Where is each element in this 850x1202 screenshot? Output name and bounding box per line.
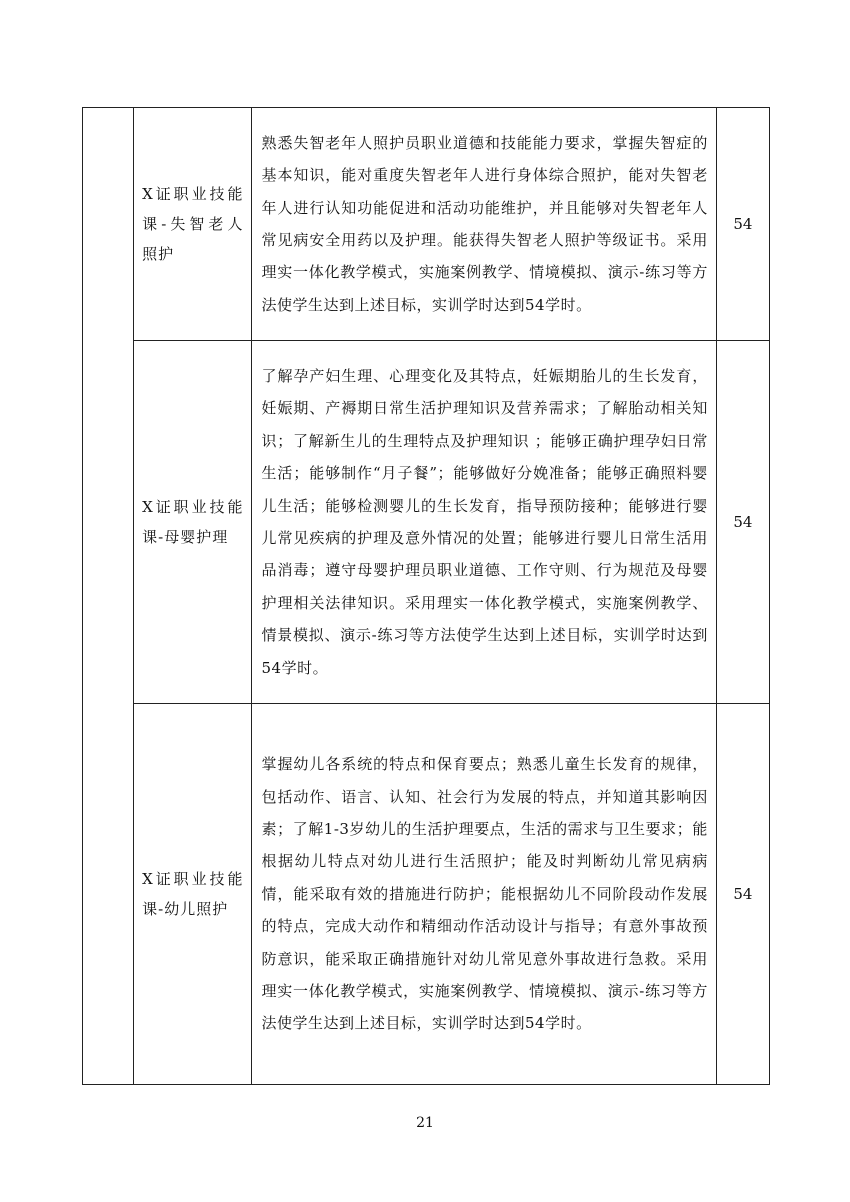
- course-hours-cell: 54: [716, 108, 769, 341]
- course-name-cell: X证职业技能课-幼儿照护: [134, 704, 252, 1085]
- table-row: [83, 341, 770, 704]
- category-cell: [83, 108, 134, 1085]
- table-row: [83, 704, 770, 1085]
- table-row: [83, 108, 770, 341]
- course-description-cell: 掌握幼儿各系统的特点和保育要点；熟悉儿童生长发育的规律，包括动作、语言、认知、社会行为发展的特点，并知道其影响因素；了解1-3岁幼儿的生活护理要点，生活的需求与卫生要求；能根据幼儿特点对幼儿进行生活照护；能及时判断幼儿常见病病情，能采取有效的措施进行防护；能根据幼儿不同阶段动作发展的特点，完成大动作和精细动作活动设计与指导；有意外事故预防意识，能采取正确措施针对幼儿常见意外事故进行急救。采用理实一体化教学模式，实施案例教学、情境模拟、演示-练习等方法使学生达到上述目标，实训学时达到54学时。: [252, 704, 716, 1085]
- page-number: 21: [416, 1115, 434, 1131]
- course-name-cell: X证职业技能课-失智老人照护: [134, 108, 252, 341]
- course-description-cell: 了解孕产妇生理、心理变化及其特点，妊娠期胎儿的生长发育，妊娠期、产褥期日常生活护理知识及营养需求；了解胎动相关知识；了解新生儿的生理特点及护理知识 ；能够正确护理孕妇日常生活；能够制作“月子餐”；能够做好分娩准备；能够正确照料婴儿生活；能够检测婴儿的生长发育，指导预防接种；能够进行婴儿常见疾病的护理及意外情况的处置；能够进行婴儿日常生活用品消毒；遵守母婴护理员职业道德、工作守则、行为规范及母婴护理相关法律知识。采用理实一体化教学模式，实施案例教学、情景模拟、演示-练习等方法使学生达到上述目标，实训学时达到54学时。: [252, 341, 716, 704]
- course-table: [82, 107, 770, 1085]
- course-hours-cell: 54: [716, 341, 769, 704]
- course-name-cell: X证职业技能课-母婴护理: [134, 341, 252, 704]
- course-description-cell: 熟悉失智老年人照护员职业道德和技能能力要求，掌握失智症的基本知识，能对重度失智老年人进行身体综合照护，能对失智老年人进行认知功能促进和活动功能维护，并且能够对失智老年人常见病安全用药以及护理。能获得失智老人照护等级证书。采用理实一体化教学模式，实施案例教学、情境模拟、演示-练习等方法使学生达到上述目标，实训学时达到54学时。: [252, 108, 716, 341]
- course-hours-cell: 54: [716, 704, 769, 1085]
